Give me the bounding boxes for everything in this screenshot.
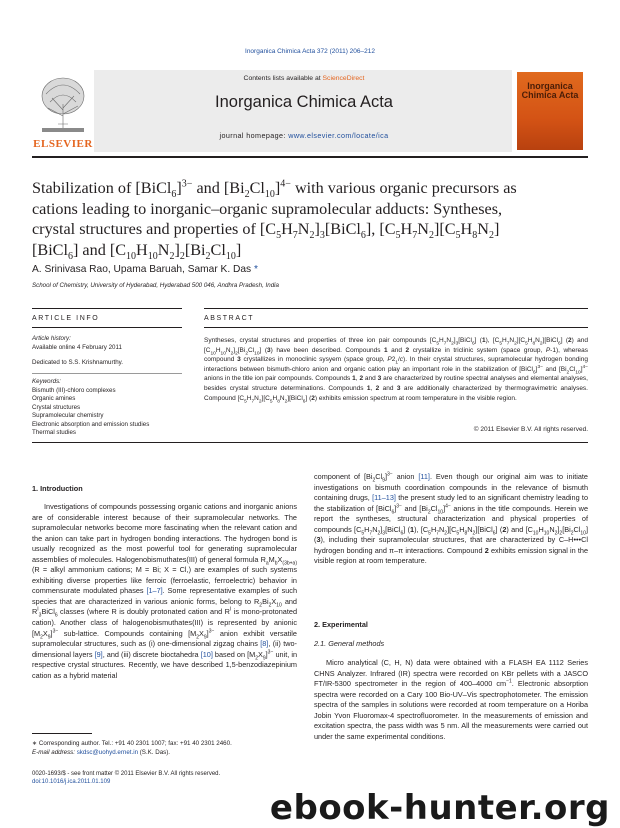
email-link[interactable]: skdsc@uohyd.ernet.in bbox=[76, 748, 139, 756]
footnote-contact: ∗ Corresponding author. Tel.: +91 40 2301 1007; fax: +91 40 2301 2460. bbox=[32, 740, 232, 747]
info-header-rule bbox=[32, 327, 182, 328]
info-top-rule bbox=[32, 308, 182, 309]
abstract-top-rule bbox=[204, 308, 588, 309]
affiliation: School of Chemistry, University of Hyderabad, Hyderabad 500 046, Andhra Pradesh, India bbox=[32, 282, 279, 289]
cover-title: Inorganica Chimica Acta bbox=[521, 81, 579, 100]
general-methods-heading: 2.1. General methods bbox=[314, 639, 385, 648]
footnote-rule bbox=[32, 733, 92, 734]
keyword-item: Crystal structures bbox=[32, 403, 81, 411]
contents-availability bbox=[94, 75, 514, 82]
doi-link[interactable]: doi:10.1016/j.ica.2011.01.109 bbox=[32, 779, 111, 785]
abstract-header-rule bbox=[204, 327, 588, 328]
homepage-prefix: journal homepage: bbox=[219, 131, 289, 140]
elsevier-tree-icon bbox=[38, 74, 88, 134]
keyword-item: Supramolecular chemistry bbox=[32, 412, 104, 419]
email-suffix: (S.K. Das). bbox=[138, 748, 171, 756]
corresponding-author-footnote bbox=[32, 740, 297, 757]
author-list bbox=[32, 264, 258, 275]
email-label: E-mail address: bbox=[32, 748, 77, 756]
sciencedirect-link[interactable]: ScienceDirect bbox=[322, 75, 365, 82]
bottom-metadata bbox=[32, 770, 332, 786]
footnote-email-line bbox=[32, 749, 297, 758]
keyword-item: Organic amines bbox=[32, 395, 76, 402]
journal-title: Inorganica Chimica Acta bbox=[215, 93, 393, 111]
keywords-rule bbox=[32, 373, 182, 374]
experimental-heading: 2. Experimental bbox=[314, 620, 368, 629]
dedication: Dedicated to S.S. Krishnamurthy. bbox=[32, 359, 124, 366]
elsevier-wordmark: ELSEVIER bbox=[33, 138, 93, 150]
history-value: Available online 4 February 2011 bbox=[32, 343, 122, 351]
keyword-item: Bismuth (III)-chloro complexes bbox=[32, 386, 116, 394]
abstract-copyright: © 2011 Elsevier B.V. All rights reserved. bbox=[473, 426, 588, 433]
journal-homepage bbox=[94, 131, 514, 140]
keyword-item: Electronic absorption and emission studies bbox=[32, 420, 150, 428]
abstract-body: Syntheses, crystal structures and properties of three ion pair compounds $[C_5H_7N_2]_3[BiCl_6]$ (1), $[C_5H_7N_2][C_5H_8N_2][BiCl_6]$ (2) and $[C_{10}H_{10}N_2]_2[Bi_2Cl_{10}]$ (3) have been described. Compounds 1 and 2 crystallize in triclinic system (space group, P-1), whereas compound 3 crystallizes in monoclinic sysyem (space group, $P2_1/c$). In their crystal structures, supramolecular hydrogen bonding interactions between bismuth-chloro anion and organic cation play an important role in the stabilization of [BiCl$_6$]$^{3-}$ and $[Bi_2Cl_{10}]^{4-}$ anions in the title ion pair compounds. Compounds 1, 2 and 3 are characterized by routine spectral analyses and elemental analyses, besides crystal structure determinations. Compounds 1, 2 and 3 are additionally characterized by thermogravimetric analyses. Compound $[C_5H_7N_2][C_5H_8N_2][BiCl_6]$ (2) exhibits emission spectrum at room temperature in the visible region. bbox=[204, 337, 589, 404]
history-label: Article history: bbox=[32, 335, 71, 342]
article-title: Stabilization of [BiCl$_6$]$^{3-}$ and $[Bi_2Cl_{10}]^{4-}$ with various organic precursors as cations leading to inorganic–organic supramolecular adducts: Syntheses, crystal structures and properties of $[C_5H_7N_2]_3[BiCl_6]$, $[C_5H_7N_2][C_5H_8N_2][BiCl_6]$ and $[C_{10}H_{10}N_2]_2[Bi_2Cl_{10}]$ bbox=[32, 178, 517, 262]
introduction-body-continued: component of $[Bi_2Cl_9]^{3-}$ anion [11]. Even though our original aim was to initiate investigations on bismuth coordination compounds in the relevance of bismuth containing drugs, [11–13] the present study led to an significant chemistry leading to the stabilization of [BiCl$_6$]$^{3-}$ and $[Bi_2Cl_{10}]^{4-}$ anions in the title compounds. Herein we report the syntheses, structural characterization and physical properties of compounds $[C_5H_7N_2]_3[BiCl_6]$ (1), $[C_5H_7N_2][C_5H_8N_2][BiCl_6]$ (2) and $[C_{10}H_{10}N_2]_2[Bi_2Cl_{10}]$ (3), including their supramolecular structures, that are characterized by C–H•••Cl hydrogen bonding and π–π interactions. Compound 2 exhibits emission signal in the visible region at room temperature. bbox=[314, 471, 589, 566]
general-methods-body: Micro analytical (C, H, N) data were obtained with a FLASH EA 1112 Series CHNS Analyzer. Infrared (IR) spectra were recorded on KBr pellets with a JASCO FT/IR-5300 spectrometer in the region of 400–4000 $cm^{-1}$. Electronic absorption spectra were recorded on a Cary 100 Bio-UV–Vis spectrophotometer. The emission spectra of the samples in solutions were recorded at room temperature on a Horiba Jobin Yvon Fluoromax-4 spectrofluorometer. In the measurements of emission and excitation spectra, the pass width was 5 nm. All the measurements were carried out under the same experimental conditions. bbox=[314, 658, 588, 741]
header-divider bbox=[32, 156, 588, 158]
front-matter-divider bbox=[32, 442, 588, 443]
article-history bbox=[32, 335, 182, 352]
issn-line: 0020-1693/$ - see front matter © 2011 Elsevier B.V. All rights reserved. bbox=[32, 771, 221, 777]
article-info-heading: ARTICLE INFO bbox=[32, 315, 100, 322]
watermark-text: ebook-hunter.org bbox=[269, 788, 610, 828]
keywords-block bbox=[32, 378, 182, 438]
introduction-body: Investigations of compounds possessing organic cations and inorganic anions are of considerable interest because of their supramolecular networks. The supramolecular networks become more fascinating when the relevant cation and the anion can take part in hydrogen bonding interactions. The hydrogen bond is usually recognized as the most powerful tool for generating supramolecular assemblies of molecules. Halogenobismuthates(III) of general formula $R_aM_bX_{(3b+a)}$ (R = alkyl ammonium cations; M = Bi; X = Cl,) are examples of such systems exhibiting diverse properties like ferroic (ferroelastic, ferroelectric) behavior in commensurate modulated phases [1–7]. Some representative examples of such species that are characterized in various anionic forms, belong to $R_2Bi_2X_{10}$ and $R^I_3BiCl_6$ classes (where R is doubly protonated cation and $R^I$ is mono-protonated cation). Another class of halogenobismuthates(III) is represented by anionic $[M_2X_9]^{3-}$ sub-lattice. Compounds containing $[M_2X_9]^{3-}$ anion exhibit versatile supramolecular structures, such as (i) one-dimensional zigzag chains [8], (ii) two-dimensional layers [9], and (iii) discrete bioctahedra [10] based on $[M_2X_9]^{3-}$ unit, in respective crystal structures. Recently, we have described 1,5-benzodiazepinium cation as a hybrid material bbox=[32, 502, 298, 680]
contents-prefix: Contents lists available at bbox=[243, 75, 323, 82]
introduction-heading: 1. Introduction bbox=[32, 484, 83, 493]
authors-text: A. Srinivasa Rao, Upama Baruah, Samar K. Das bbox=[32, 264, 252, 275]
keyword-item: Thermal studies bbox=[32, 429, 77, 436]
corresponding-author-marker[interactable]: * bbox=[253, 264, 258, 275]
journal-citation-link[interactable]: Inorganica Chimica Acta 372 (2011) 206–212 bbox=[245, 48, 375, 55]
keywords-label: Keywords: bbox=[32, 378, 61, 385]
abstract-heading: ABSTRACT bbox=[204, 315, 255, 322]
homepage-link[interactable]: www.elsevier.com/locate/ica bbox=[288, 131, 389, 140]
